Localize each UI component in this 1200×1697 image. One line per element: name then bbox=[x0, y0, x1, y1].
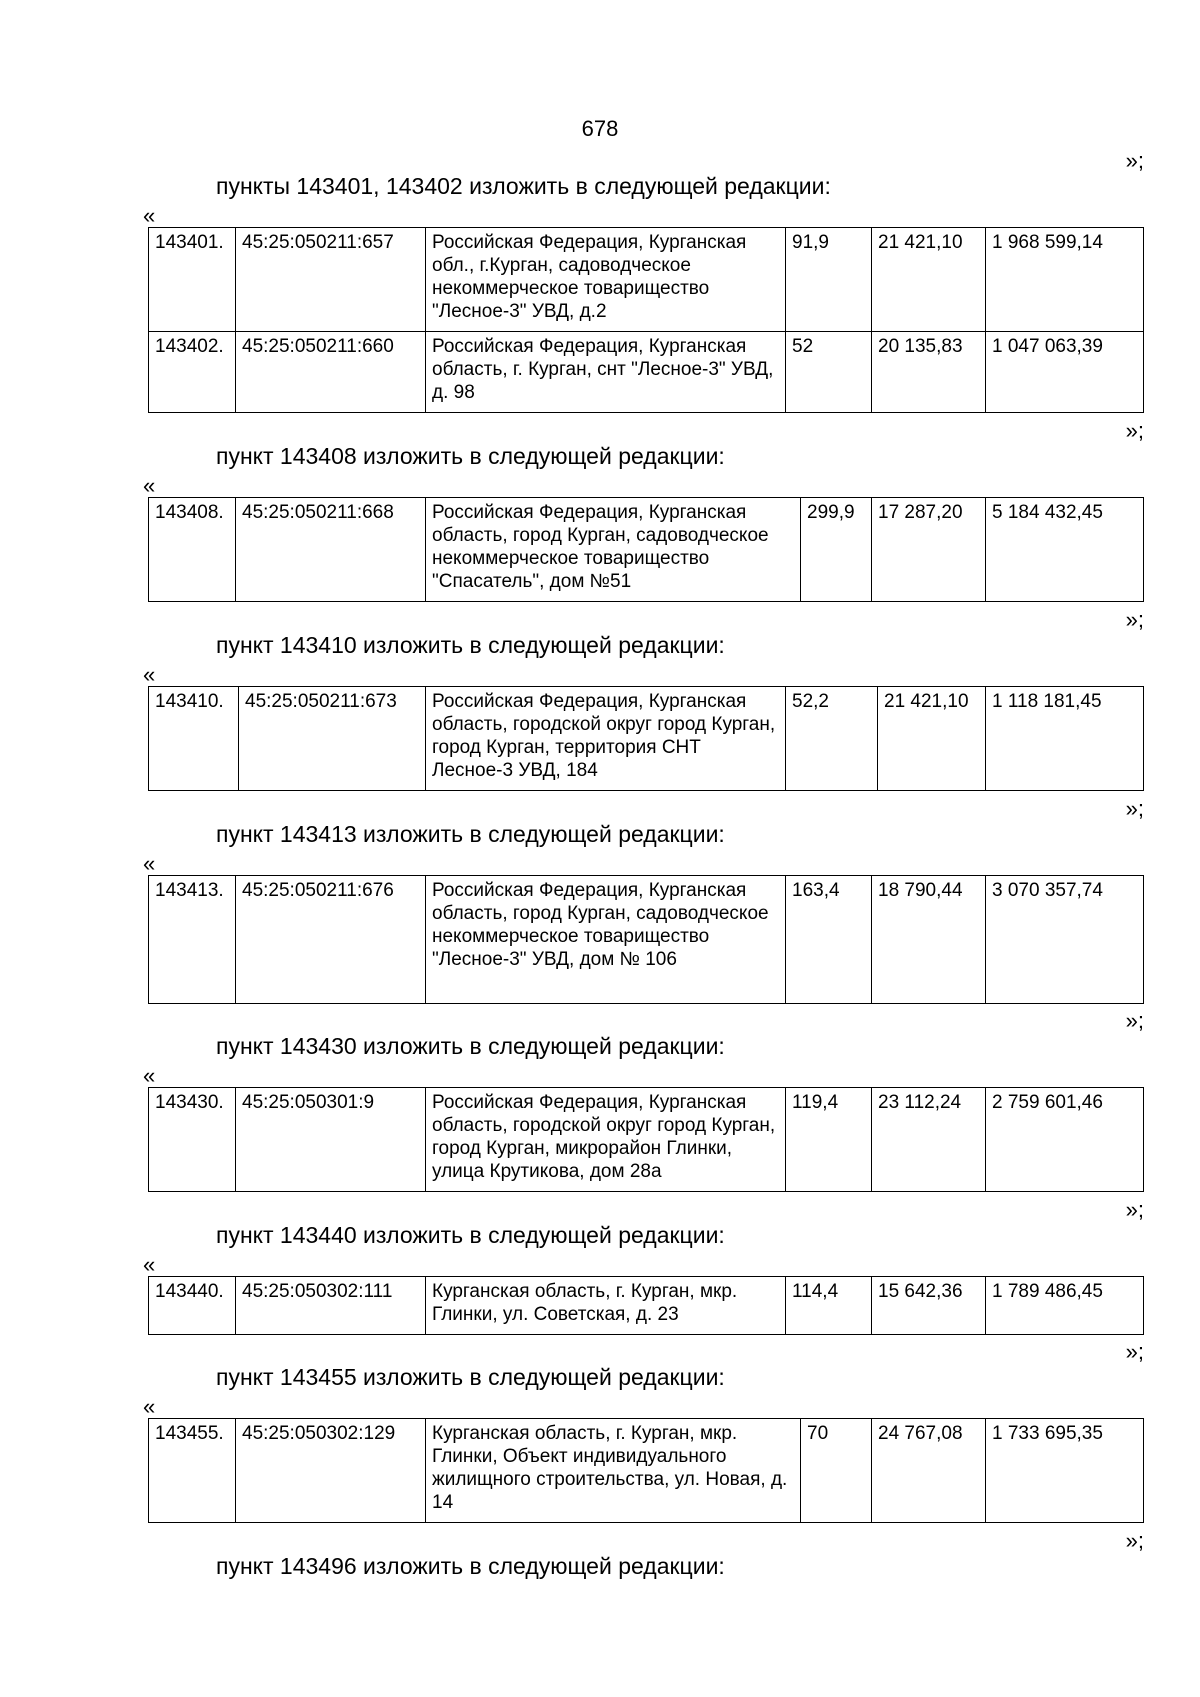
address: Российская Федерация, Курганская область, город Курган, садоводческое некоммерческое товарищество "Лесное-3" УВД, дом № 106 bbox=[426, 876, 786, 1004]
instruction: пункт 143430 изложить в следующей редакции: bbox=[216, 1033, 725, 1059]
rate: 21 421,10 bbox=[878, 687, 986, 791]
record-table bbox=[148, 1276, 1144, 1335]
close-quote: »; bbox=[1125, 418, 1144, 443]
record-table bbox=[148, 875, 1144, 1004]
cadastral-value: 1 118 181,45 bbox=[986, 687, 1144, 791]
cadastral-value: 1 789 486,45 bbox=[986, 1277, 1144, 1335]
area: 52 bbox=[786, 332, 872, 413]
instruction: пункт 143410 изложить в следующей редакции: bbox=[216, 632, 725, 658]
table-row bbox=[149, 1088, 1144, 1192]
rate: 15 642,36 bbox=[872, 1277, 986, 1335]
open-quote: « bbox=[143, 203, 156, 228]
cadastral-number: 45:25:050211:657 bbox=[236, 228, 426, 332]
address: Российская Федерация, Курганская область, город Курган, садоводческое некоммерческое товарищество "Спасатель", дом №51 bbox=[426, 498, 801, 602]
record-table bbox=[148, 1418, 1144, 1523]
rate: 20 135,83 bbox=[872, 332, 986, 413]
area: 52,2 bbox=[786, 687, 878, 791]
area: 299,9 bbox=[801, 498, 872, 602]
instruction: пункт 143455 изложить в следующей редакции: bbox=[216, 1364, 725, 1390]
address: Российская Федерация, Курганская область, городской округ город Курган, город Курган, территория СНТ Лесное-3 УВД, 184 bbox=[426, 687, 786, 791]
table-row bbox=[149, 332, 1144, 413]
open-quote: « bbox=[143, 1252, 156, 1277]
item-number: 143408. bbox=[149, 498, 236, 602]
area: 119,4 bbox=[786, 1088, 872, 1192]
item-number: 143440. bbox=[149, 1277, 236, 1335]
item-number: 143401. bbox=[149, 228, 236, 332]
table-row bbox=[149, 876, 1144, 1004]
cadastral-value: 3 070 357,74 bbox=[986, 876, 1144, 1004]
rate: 17 287,20 bbox=[872, 498, 986, 602]
close-quote: »; bbox=[1125, 1528, 1144, 1553]
record-table bbox=[148, 1087, 1144, 1192]
instruction: пункт 143440 изложить в следующей редакции: bbox=[216, 1222, 725, 1248]
cadastral-value: 1 047 063,39 bbox=[986, 332, 1144, 413]
item-number: 143413. bbox=[149, 876, 236, 1004]
close-quote: »; bbox=[1125, 796, 1144, 821]
instruction: пункт 143413 изложить в следующей редакции: bbox=[216, 821, 725, 847]
record-table bbox=[148, 227, 1144, 413]
table-row bbox=[149, 1419, 1144, 1523]
area: 114,4 bbox=[786, 1277, 872, 1335]
close-quote: »; bbox=[1125, 1197, 1144, 1222]
cadastral-number: 45:25:050211:660 bbox=[236, 332, 426, 413]
instruction: пункт 143408 изложить в следующей редакции: bbox=[216, 443, 725, 469]
open-quote: « bbox=[143, 1394, 156, 1419]
address: Российская Федерация, Курганская область, городской округ город Курган, город Курган, микрорайон Глинки, улица Крутикова, дом 28а bbox=[426, 1088, 786, 1192]
address: Российская Федерация, Курганская область, г. Курган, снт "Лесное-3" УВД, д. 98 bbox=[426, 332, 786, 413]
record-table bbox=[148, 497, 1144, 602]
page-number: 678 bbox=[581, 116, 619, 141]
table-row bbox=[149, 228, 1144, 332]
item-number: 143402. bbox=[149, 332, 236, 413]
address: Курганская область, г. Курган, мкр. Глинки, Объект индивидуального жилищного строительства, ул. Новая, д. 14 bbox=[426, 1419, 801, 1523]
item-number: 143410. bbox=[149, 687, 239, 791]
cadastral-number: 45:25:050211:676 bbox=[236, 876, 426, 1004]
close-quote: »; bbox=[1125, 1339, 1144, 1364]
cadastral-value: 2 759 601,46 bbox=[986, 1088, 1144, 1192]
cadastral-number: 45:25:050211:673 bbox=[239, 687, 426, 791]
item-number: 143455. bbox=[149, 1419, 236, 1523]
cadastral-value: 1 968 599,14 bbox=[986, 228, 1144, 332]
cadastral-number: 45:25:050302:129 bbox=[236, 1419, 426, 1523]
area: 163,4 bbox=[786, 876, 872, 1004]
item-number: 143430. bbox=[149, 1088, 236, 1192]
table-row bbox=[149, 498, 1144, 602]
open-quote: « bbox=[143, 1063, 156, 1088]
cadastral-value: 1 733 695,35 bbox=[986, 1419, 1144, 1523]
close-quote: »; bbox=[1125, 607, 1144, 632]
area: 91,9 bbox=[786, 228, 872, 332]
cadastral-value: 5 184 432,45 bbox=[986, 498, 1144, 602]
open-quote: « bbox=[143, 473, 156, 498]
open-quote: « bbox=[143, 851, 156, 876]
rate: 23 112,24 bbox=[872, 1088, 986, 1192]
address: Курганская область, г. Курган, мкр. Глинки, ул. Советская, д. 23 bbox=[426, 1277, 786, 1335]
area: 70 bbox=[801, 1419, 872, 1523]
address: Российская Федерация, Курганская обл., г.Курган, садоводческое некоммерческое товарищество "Лесное-3" УВД, д.2 bbox=[426, 228, 786, 332]
cadastral-number: 45:25:050302:111 bbox=[236, 1277, 426, 1335]
instruction: пункты 143401, 143402 изложить в следующей редакции: bbox=[216, 173, 831, 199]
close-quote: »; bbox=[1125, 148, 1144, 173]
close-quote: »; bbox=[1125, 1008, 1144, 1033]
rate: 18 790,44 bbox=[872, 876, 986, 1004]
record-table bbox=[148, 686, 1144, 791]
cadastral-number: 45:25:050301:9 bbox=[236, 1088, 426, 1192]
cadastral-number: 45:25:050211:668 bbox=[236, 498, 426, 602]
instruction: пункт 143496 изложить в следующей редакции: bbox=[216, 1553, 725, 1579]
table-row bbox=[149, 1277, 1144, 1335]
rate: 21 421,10 bbox=[872, 228, 986, 332]
table-row bbox=[149, 687, 1144, 791]
open-quote: « bbox=[143, 662, 156, 687]
rate: 24 767,08 bbox=[872, 1419, 986, 1523]
